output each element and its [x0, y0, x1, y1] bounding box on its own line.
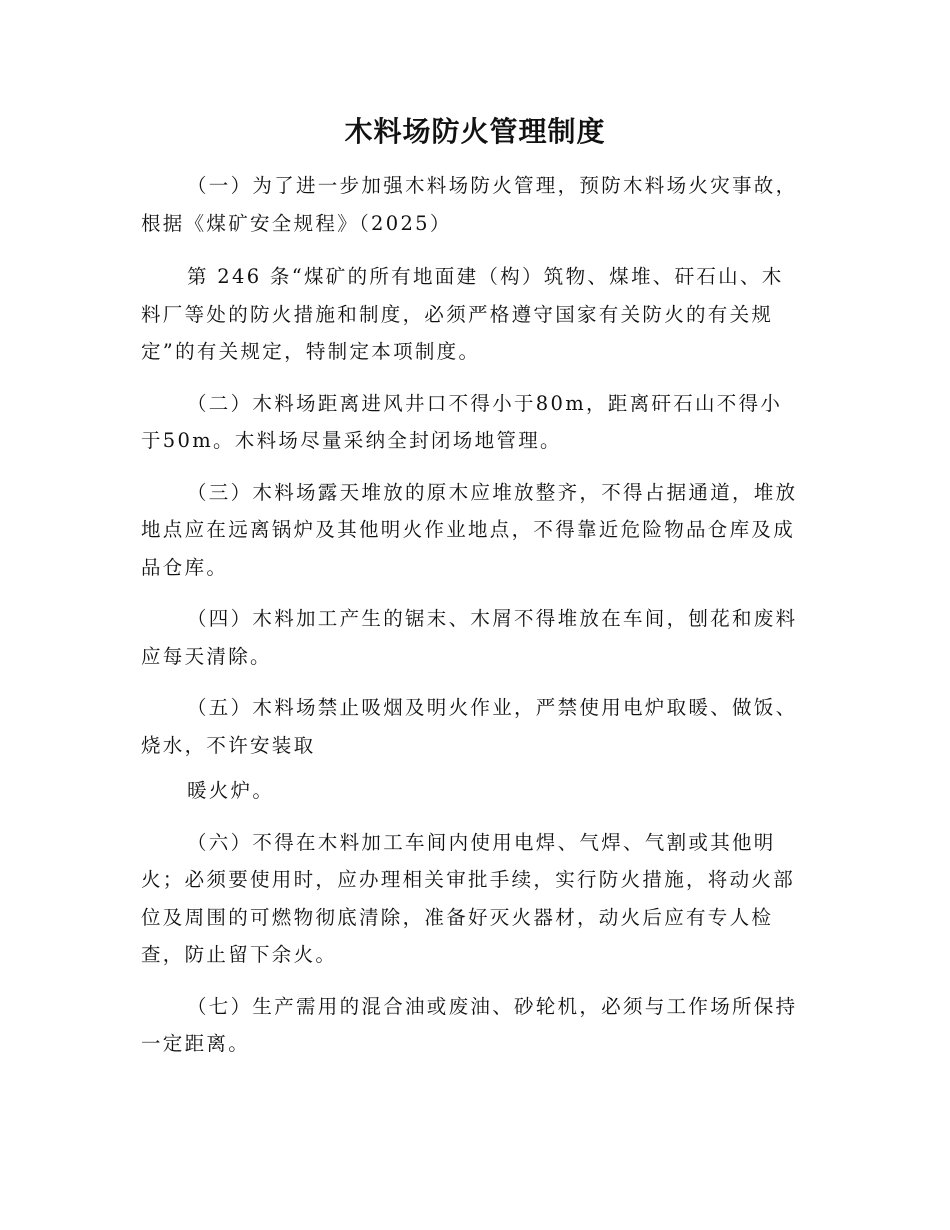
paragraph-6: （五）木料场禁止吸烟及明火作业，严禁使用电炉取暖、做饭、烧水，不许安装取 [141, 696, 798, 757]
paragraph-7: 暖火炉。 [187, 779, 275, 802]
paragraph-3: （二）木料场距离进风井口不得小于80m，距离矸石山不得小于50m。木料场尽量采纳全封闭场地管理。 [141, 391, 783, 452]
paragraph-2: 第 246 条“煤矿的所有地面建（构）筑物、煤堆、矸石山、木料厂等处的防火措施和制度，必须严格遵守国家有关防火的有关规定”的有关规定，特制定本项制度。 [141, 265, 784, 363]
paragraph-5: （四）木料加工产生的锯末、木屑不得堆放在车间，刨花和废料应每天清除。 [141, 607, 798, 668]
document-title: 木料场防火管理制度 [344, 115, 606, 148]
document-body [141, 167, 801, 1077]
paragraph-8: （六）不得在木料加工车间内使用电焊、气焊、气割或其他明火；必须要使用时，应办理相关审批手续，实行防火措施，将动火部位及周围的可燃物彻底清除，准备好灭火器材，动火后应有专人检查，防止留下余火。 [141, 830, 796, 966]
paragraph-9: （七）生产需用的混合油或废油、砂轮机，必须与工作场所保持一定距离。 [141, 994, 798, 1055]
paragraph-4: （三）木料场露天堆放的原木应堆放整齐，不得占据通道，堆放地点应在远离锅炉及其他明火作业地点，不得靠近危险物品仓库及成品仓库。 [141, 480, 798, 579]
paragraph-1: （一）为了进一步加强木料场防火管理，预防木料场火灾事故，根据《煤矿安全规程》（2025） [141, 174, 798, 235]
